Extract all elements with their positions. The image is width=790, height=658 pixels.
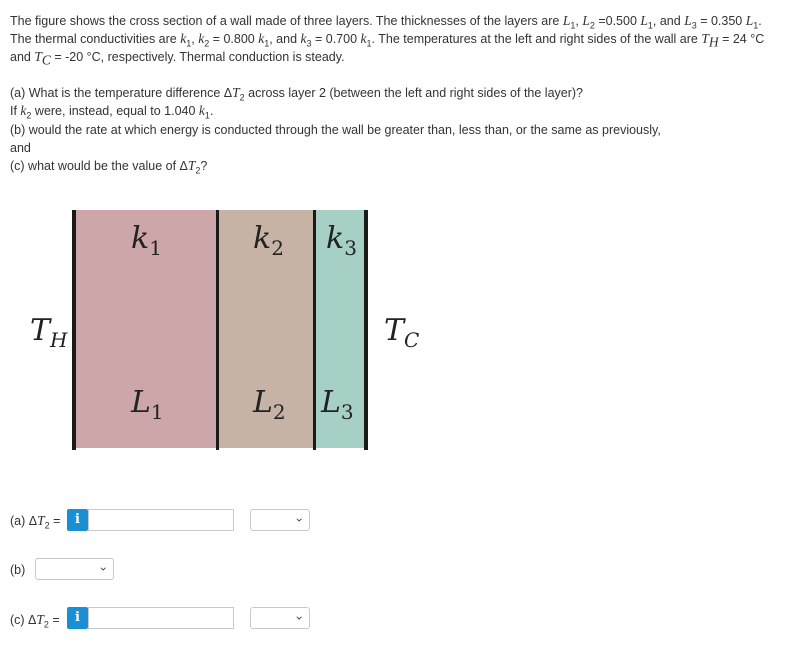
divider-1-2 — [216, 210, 219, 450]
answer-c-label: (c) $\Delta T_2$ = — [10, 612, 60, 630]
answer-c-units-select[interactable] — [250, 607, 310, 629]
question-a: (a) What is the temperature difference $\Delta T_2$ across layer 2 (between the left and right sides of the layer)? — [10, 85, 584, 103]
question-b: (b) would the rate at which energy is conducted through the wall be greater than, less than, or the same as previously, — [10, 123, 661, 137]
question-c: (c) what would be the value of $\Delta T_2$? — [10, 158, 208, 176]
L3-label: $L_3$ — [321, 385, 354, 424]
question-b-and: and — [10, 141, 31, 155]
left-boundary-line — [72, 210, 76, 450]
answer-a-label: (a) $\Delta T_2$ = — [10, 513, 61, 531]
question-if: If $k_2$ were, instead, equal to 1.040 $k_1$. — [10, 103, 214, 121]
answer-c-input[interactable] — [88, 607, 234, 629]
L2-label: $L_2$ — [253, 385, 286, 424]
info-icon[interactable]: i — [67, 509, 88, 531]
TC-label: $T_C$ — [384, 313, 420, 352]
k2-label: $k_2$ — [253, 221, 284, 260]
answer-b-label: (b) — [10, 563, 26, 577]
divider-2-3 — [313, 210, 316, 450]
problem-line-1: The figure shows the cross section of a wall made of three layers. The thicknesses of the layers are $L_1$, $L_2 =0.500$ $L_1$, and $L_3 = 0.350$ $L_1$. — [10, 13, 762, 31]
chevron-down-icon: › — [292, 615, 307, 621]
chevron-down-icon: › — [96, 566, 111, 572]
answer-a-input[interactable] — [88, 509, 234, 531]
problem-line-3: and $T_C = -20$ °C, respectively. Thermal conduction is steady. — [10, 49, 345, 68]
L1-label: $L_1$ — [131, 385, 164, 424]
problem-line-2: The thermal conductivities are $k_1$, $k_2 = 0.800$ $k_1$, and $k_3 = 0.700$ $k_1$. The temperatures at the left and right sides of the wall are $T_H = 24$ °C — [10, 31, 765, 50]
chevron-down-icon: › — [292, 517, 307, 523]
info-icon[interactable]: i — [67, 607, 88, 629]
k1-label: $k_1$ — [131, 221, 162, 260]
TH-label: $T_H$ — [30, 313, 68, 352]
answer-a-units-select[interactable] — [250, 509, 310, 531]
k3-label: $k_3$ — [326, 221, 357, 260]
answer-b-select[interactable] — [35, 558, 114, 580]
right-boundary-line — [364, 210, 368, 450]
